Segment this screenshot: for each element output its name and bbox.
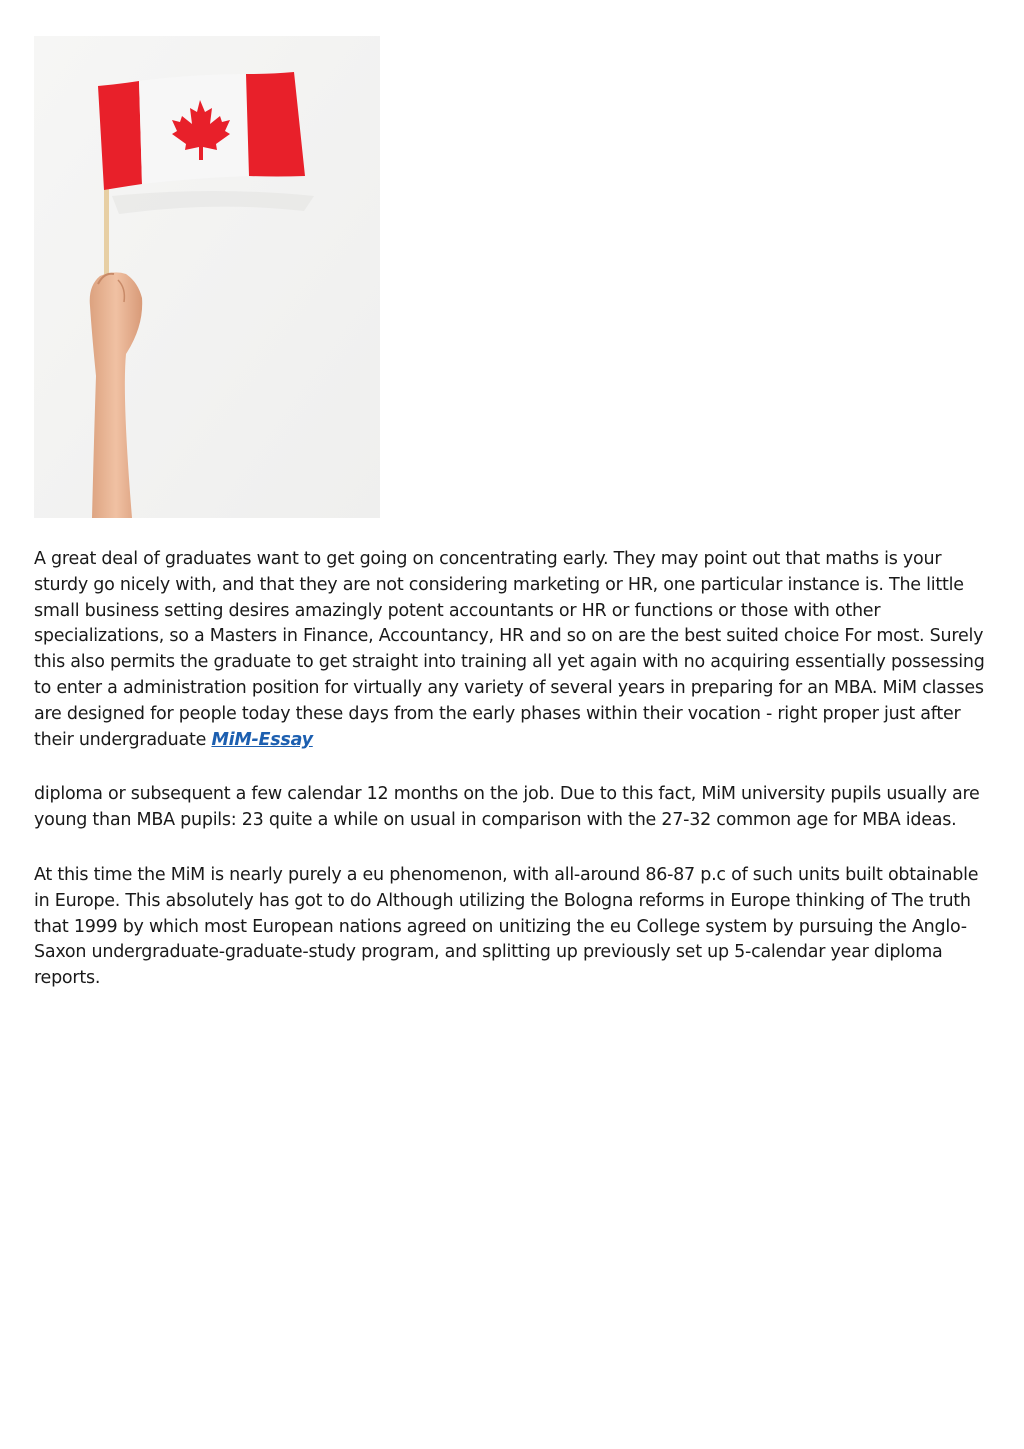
canadian-flag-photo	[34, 36, 380, 518]
article-body	[34, 547, 994, 1021]
flag-pole	[104, 188, 109, 288]
paragraph-1-text: A great deal of graduates want to get going on concentrating early. They may point out that maths is your sturdy go nicely with, and that they are not considering marketing or HR, one particular instance is. The little small business setting desires amazingly potent accountants or HR or functions or those with other specializations, so a Masters in Finance, Accountancy, HR and so on are the best suited choice For most. Surely this also permits the graduate to get straight into training all yet again with no acquiring essentially possessing to enter a administration position for virtually any variety of several years in preparing for an MBA. MiM classes are designed for people today these days from the early phases within their vocation - right proper just after their undergraduate	[34, 549, 985, 750]
mim-essay-link[interactable]: MiM-Essay	[211, 729, 313, 750]
paragraph-2: diploma or subsequent a few calendar 12 months on the job. Due to this fact, MiM university pupils usually are young than MBA pupils: 23 quite a while on usual in comparison with the 27-32 common age for MBA ideas.	[34, 784, 980, 831]
flag-left-band	[98, 81, 142, 190]
paragraph-3: At this time the MiM is nearly purely a eu phenomenon, with all-around 86-87 p.c of such units built obtainable in Europe. This absolutely has got to do Although utilizing the Bologna reforms in Europe thinking of The truth that 1999 by which most European nations agreed on unitizing the eu College system by pursuing the Anglo-Saxon undergraduate-graduate-study program, and splitting up previously set up 5-calendar year diploma reports.	[34, 864, 979, 989]
paragraph-1	[34, 547, 994, 753]
canadian-flag-photo-icon	[34, 36, 380, 518]
